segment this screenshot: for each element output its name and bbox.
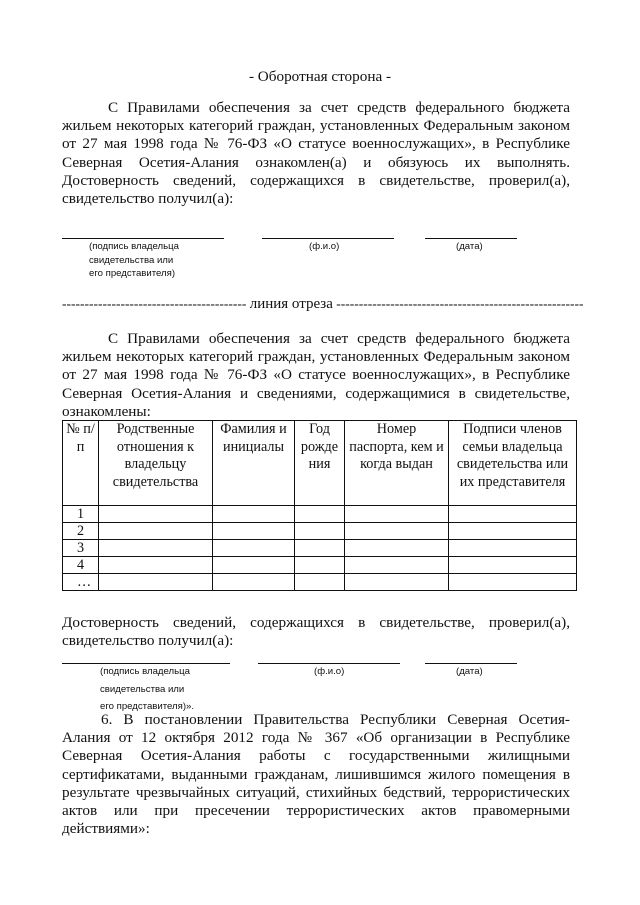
caption-line: его представителя) <box>89 268 176 279</box>
table-cell <box>295 574 345 591</box>
table-row <box>63 557 577 574</box>
signature-caption <box>100 665 194 714</box>
name-caption: (ф.и.о) <box>309 241 340 252</box>
header-number: № п/п <box>63 421 99 506</box>
header-birth-year: Год рожде ния <box>295 421 345 506</box>
cut-line-dashes-right: ------------------------------------------------------- <box>336 296 584 311</box>
table-header-row <box>63 421 577 506</box>
table-cell <box>213 506 295 523</box>
table-row <box>63 523 577 540</box>
table-cell <box>213 523 295 540</box>
resolution-paragraph-text: 6. В постановлении Правительства Республики Северная Осетия-Алания от 12 октября 2012 года № 367 «Об организации в Республике Северная Осетия-Алания работы с государственными жилищными сертификатами, выданными гражданам, лишившимся жилого помещения в результате чрезвычайных ситуаций, стихийных бедствий, террористических актов или при пресечении террористических актов правомерными действиями»: <box>62 711 570 838</box>
header-full-name: Фамилия и инициалы <box>213 421 295 506</box>
table-cell <box>449 557 577 574</box>
cut-line-label: линия отреза <box>249 296 333 312</box>
table-cell <box>449 523 577 540</box>
header-passport: Номер паспорта, кем и когда выдан <box>345 421 449 506</box>
name-line <box>262 238 394 239</box>
table-cell <box>213 540 295 557</box>
row-number: 1 <box>63 506 99 523</box>
caption-line: (подпись владельца <box>100 666 190 677</box>
row-number: … <box>63 574 99 591</box>
date-caption: (дата) <box>456 241 483 252</box>
page-heading: - Оборотная сторона - <box>248 68 392 85</box>
table-cell <box>99 540 213 557</box>
date-caption: (дата) <box>456 666 483 677</box>
table-cell <box>295 506 345 523</box>
date-line <box>425 663 517 664</box>
signature-caption <box>89 240 179 281</box>
family-paragraph <box>62 330 570 421</box>
table-cell <box>99 557 213 574</box>
signature-line <box>62 663 230 664</box>
table-cell <box>99 574 213 591</box>
date-line <box>425 238 517 239</box>
table-cell <box>99 506 213 523</box>
table-cell <box>345 540 449 557</box>
intro-paragraph <box>62 99 570 208</box>
cut-line-dashes-left: ----------------------------------------- <box>62 296 247 311</box>
family-paragraph-text: С Правилами обеспечения за счет средств федерального бюджета жильем некоторых категорий граждан, установленных Федеральным законом от 27 мая 1998 года № 76-ФЗ «О статусе военнослужащих», в Республике Северная Осетия-Алания и сведениями, содержащимися в свидетельстве, ознакомлены: <box>62 330 570 420</box>
name-line <box>258 663 400 664</box>
table-cell <box>345 523 449 540</box>
table-cell <box>345 557 449 574</box>
row-number: 3 <box>63 540 99 557</box>
caption-line: его представителя)». <box>100 701 195 712</box>
signature-line <box>62 238 224 239</box>
row-number: 2 <box>63 523 99 540</box>
cut-line <box>62 296 584 312</box>
table-cell <box>213 557 295 574</box>
family-members-table <box>62 420 577 591</box>
resolution-paragraph <box>62 711 570 838</box>
table-cell <box>295 557 345 574</box>
table-cell <box>295 540 345 557</box>
table-cell <box>345 506 449 523</box>
table-cell <box>295 523 345 540</box>
row-number: 4 <box>63 557 99 574</box>
name-caption: (ф.и.о) <box>314 666 345 677</box>
table-cell <box>449 506 577 523</box>
caption-line: свидетельства или <box>89 254 174 266</box>
header-signatures: Подписи членов семьи владельца свидетельства или их представителя <box>449 421 577 506</box>
caption-line: свидетельства или <box>100 683 185 695</box>
table-row <box>63 540 577 557</box>
table-row <box>63 574 577 591</box>
header-relationship: Родственные отношения к владельцу свидетельства <box>99 421 213 506</box>
table-cell <box>449 574 577 591</box>
caption-line: (подпись владельца <box>89 241 179 252</box>
table-cell <box>99 523 213 540</box>
table-cell <box>449 540 577 557</box>
table-cell <box>213 574 295 591</box>
verification-paragraph: Достоверность сведений, содержащихся в свидетельстве, проверил(а), свидетельство получил(а): <box>62 614 570 650</box>
table-cell <box>345 574 449 591</box>
intro-paragraph-text: С Правилами обеспечения за счет средств федерального бюджета жильем некоторых категорий граждан, установленных Федеральным законом от 27 мая 1998 года № 76-ФЗ «О статусе военнослужащих», в Республике Северная Осетия-Алания ознакомлен(а) и обязуюсь их выполнять. Достоверность сведений, содержащихся в свидетельстве, проверил(а), свидетельство получил(а): <box>62 99 570 208</box>
table-row <box>63 506 577 523</box>
